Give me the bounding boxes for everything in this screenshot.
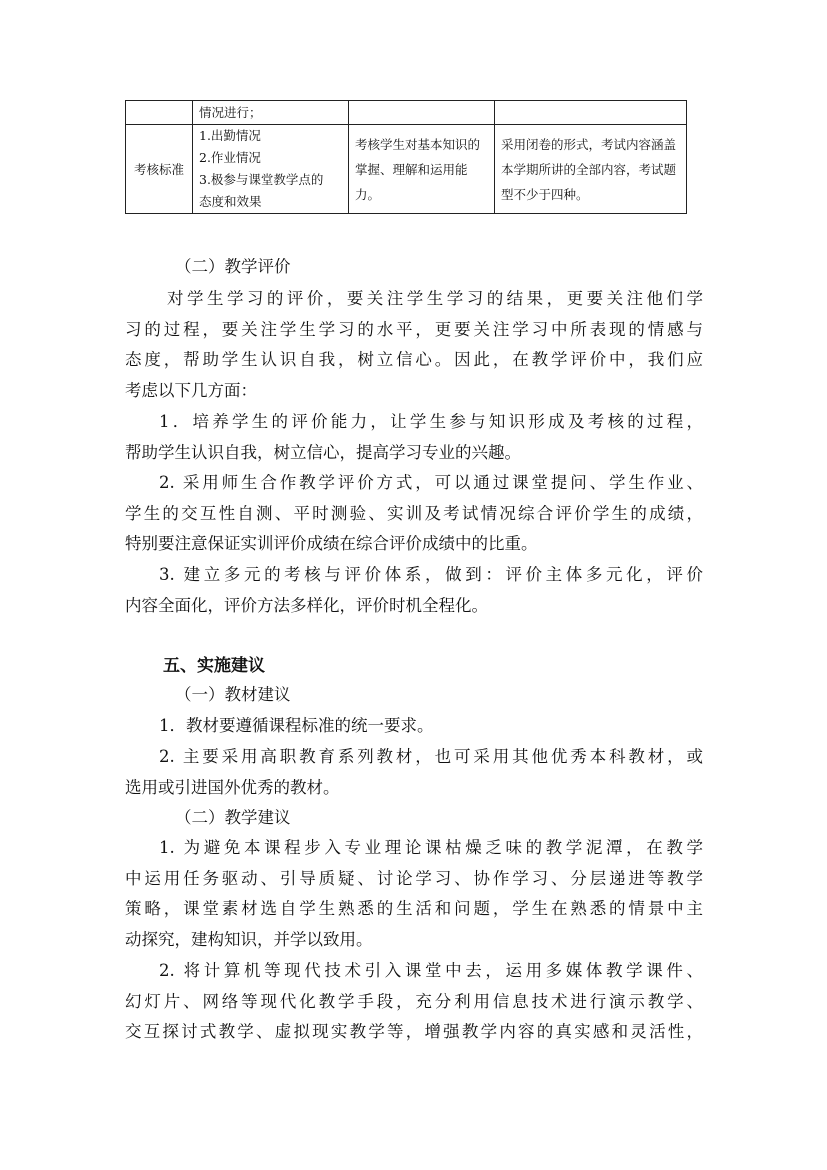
cell-line: 2.作业情况 <box>199 150 261 165</box>
table-cell <box>126 101 193 125</box>
text-line: 考虑以下几方面： <box>125 380 257 400</box>
table-row <box>126 101 687 125</box>
text-line: 内容全面化，评价方法多样化，评价时机全程化。 <box>125 595 488 615</box>
text-line: 对学生学习的评价，要关注学生学习的结果，更要关注他们学 <box>167 289 703 308</box>
table-cell <box>349 101 495 125</box>
text-line: 2. 采用师生合作教学评价方式，可以通过课堂提问、学生作业、 <box>159 473 703 492</box>
row-label-assessment-standard: 考核标准 <box>126 125 193 214</box>
text-line: 1. 为避免本课程步入专业理论课枯燥乏味的教学泥潭，在教学 <box>159 838 703 857</box>
paragraph-evaluation-intro <box>125 284 703 406</box>
text-line: 1．培养学生的评价能力，让学生参与知识形成及考核的过程， <box>159 412 703 431</box>
paragraph-teaching-item-1 <box>125 833 703 955</box>
section-heading-implementation: 五、实施建议 <box>163 656 265 676</box>
table-cell: 情况进行； <box>193 101 349 125</box>
paragraph-textbook-item-2 <box>125 742 703 803</box>
text-line: 态度，帮助学生认识自我，树立信心。因此，在教学评价中，我们应 <box>125 350 703 369</box>
assessment-table <box>125 100 687 214</box>
text-line: 策略，课堂素材选自学生熟悉的生活和问题，学生在熟悉的情景中主 <box>125 899 703 918</box>
text-line: 幻灯片、网络等现代化教学手段，充分利用信息技术进行演示教学、 <box>125 991 703 1011</box>
paragraph-teaching-item-2 <box>125 956 703 1048</box>
table-cell <box>193 125 349 214</box>
cell-line: 1.出勤情况 <box>199 128 261 143</box>
subheading-teaching-evaluation: （二）教学评价 <box>175 257 291 276</box>
table-cell <box>495 101 687 125</box>
table-row <box>126 125 687 214</box>
paragraph-evaluation-item-2 <box>125 468 703 560</box>
text-line: 帮助学生认识自我，树立信心，提高学习专业的兴趣。 <box>125 442 521 462</box>
text-line: 动探究，建构知识，并学以致用。 <box>125 929 373 949</box>
paragraph-evaluation-item-1 <box>125 407 703 468</box>
table-cell <box>349 125 495 214</box>
text-line: 选用或引进国外优秀的教材。 <box>125 777 340 797</box>
text-line: 特别要注意保证实训评价成绩在综合评价成绩中的比重。 <box>125 534 538 553</box>
text-line: 交互探讨式教学、虚拟现实教学等，增强教学内容的真实感和灵活性， <box>125 1022 703 1041</box>
text-line: 2. 将计算机等现代技术引入课堂中去，运用多媒体教学课件、 <box>159 961 703 980</box>
text-line: 学生的交互性自测、平时测验、实训及考试情况综合评价学生的成绩， <box>125 503 703 523</box>
text-line: 3. 建立多元的考核与评价体系，做到：评价主体多元化，评价 <box>159 565 703 584</box>
subheading-textbook-suggestions: （一）教材建议 <box>175 685 291 704</box>
table-cell <box>495 125 687 214</box>
text-line: 中运用任务驱动、引导质疑、讨论学习、协作学习、分层递进等教学 <box>125 868 703 888</box>
paragraph-textbook-item-1 <box>125 711 703 742</box>
text-line: 1．教材要遵循课程标准的统一要求。 <box>159 716 434 735</box>
cell-text: 采用闭卷的形式，考试内容涵盖本学期所讲的全部内容，考试题型不少于四种。 <box>501 136 677 202</box>
text-line: 习的过程，要关注学生学习的水平，更要关注学习中所表现的情感与 <box>125 319 703 339</box>
cell-line: 态度和效果 <box>199 194 262 209</box>
subheading-teaching-suggestions: （二）教学建议 <box>175 808 291 827</box>
cell-text: 考核学生对基本知识的掌握、理解和运用能力。 <box>355 136 481 202</box>
cell-line: 3.极参与课堂教学点的 <box>199 172 324 187</box>
paragraph-evaluation-item-3 <box>125 560 703 621</box>
text-line: 2. 主要采用高职教育系列教材，也可采用其他优秀本科教材，或 <box>159 747 703 766</box>
